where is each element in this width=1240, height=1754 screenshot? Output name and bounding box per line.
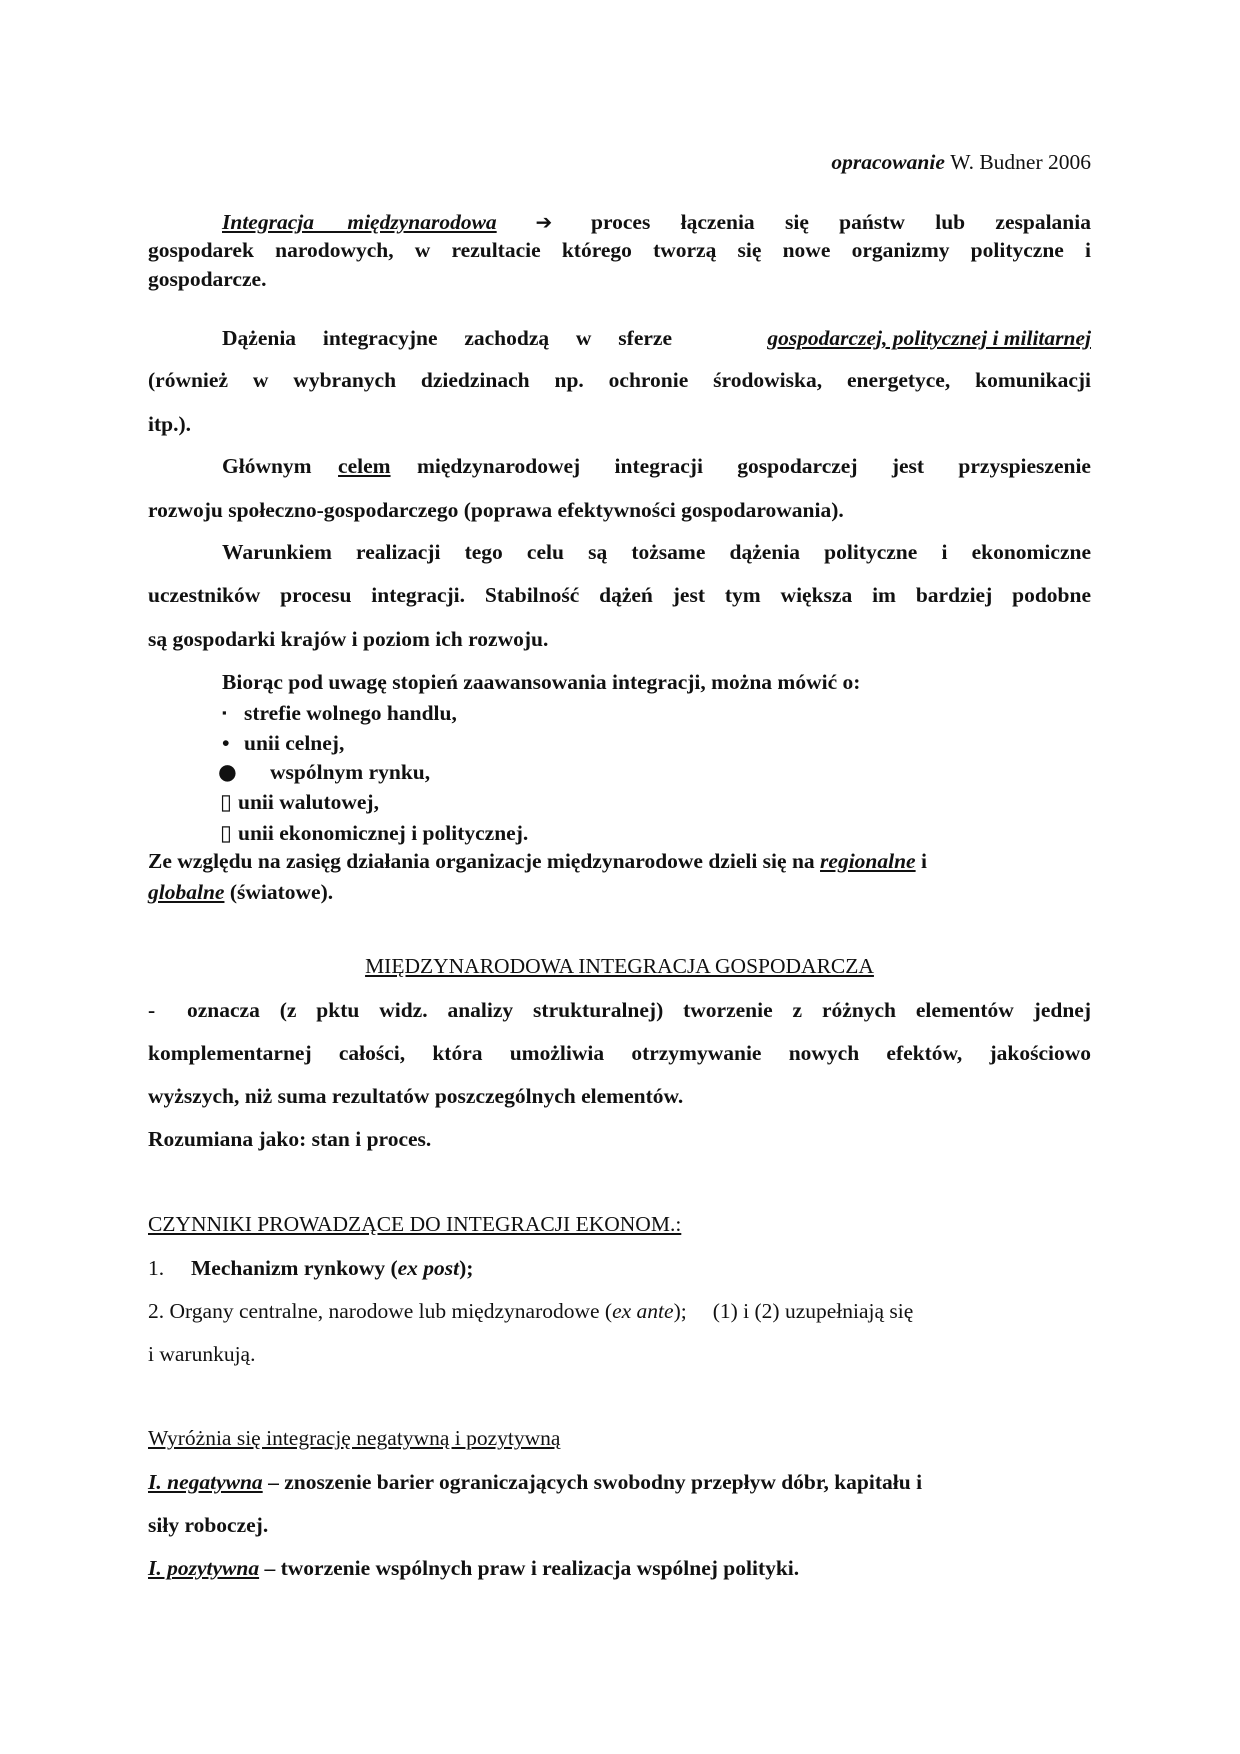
spheres-line-2: (również w wybranych dziedzinach np. ochronie środowiska, energetyce, komunikacji — [148, 368, 1091, 392]
list-item-end: ); — [673, 1299, 687, 1323]
section1-line-2: komplementarnej całości, która umożliwia otrzymywanie nowych efektów, jakościowo — [148, 1041, 1091, 1065]
list-item-text: strefie wolnego handlu, — [244, 701, 457, 725]
goal-line-1 — [222, 456, 1091, 478]
positive-label: I. pozytywna — [148, 1556, 260, 1580]
square-bullet-icon: ▪ — [222, 705, 227, 720]
list-item-text: unii ekonomicznej i politycznej. — [238, 821, 529, 845]
condition-line-1: Warunkiem realizacji tego celu są tożsame dążenia polityczne i ekonomiczne — [222, 540, 1091, 564]
condition-line-2: uczestników procesu integracji. Stabilność dążeń jest tym większa im bardziej podobne — [148, 583, 1091, 607]
definition-line-1 — [222, 212, 1091, 234]
list-item — [220, 792, 1163, 814]
goal-word: celem — [338, 454, 391, 478]
list-item-end: ); — [459, 1256, 474, 1280]
scope-line-1 — [148, 851, 1091, 873]
spheres-list: gospodarczej, politycznej i militarnej — [767, 326, 1091, 350]
scope-global: globalne — [148, 880, 225, 904]
list-item-text: unii walutowej, — [238, 790, 379, 814]
goal-post: międzynarodowej integracji gospodarczej jest przyspieszenie — [416, 454, 1091, 478]
list-item-text: wspólnym rynku, — [270, 760, 431, 784]
positive-text: – tworzenie wspólnych praw i realizacja wspólnej polityki. — [264, 1556, 800, 1580]
negative-text: – znoszenie barier ograniczających swobodny przepływ dóbr, kapitału i — [268, 1470, 923, 1494]
section-title-text: Wyróżnia się integrację negatywną i pozytywną — [148, 1426, 561, 1450]
spheres-line-3: itp.). — [148, 412, 191, 436]
section-title-text: CZYNNIKI PROWADZĄCE DO INTEGRACJI EKONOM.: — [148, 1212, 682, 1236]
levels-intro: Biorąc pod uwagę stopień zaawansowania integracji, można mówić o: — [222, 670, 861, 694]
positive-line — [148, 1558, 1091, 1580]
ex-ante-term: ex ante — [612, 1299, 674, 1323]
goal-line-2: rozwoju społeczno-gospodarczego (poprawa efektywności gospodarowania). — [148, 498, 844, 522]
list-item — [222, 703, 1165, 725]
section1-line-3: wyższych, niż suma rezultatów poszczególnych elementów. — [148, 1084, 684, 1108]
section1-line-1-text: oznacza (z pktu widz. analizy strukturalnej) tworzenie z różnych elementów jednej — [187, 998, 1091, 1022]
list-item — [218, 762, 1161, 784]
list-number: 1. — [148, 1256, 165, 1280]
spheres-line-1 — [222, 328, 1091, 350]
list-item-text: unii celnej, — [244, 731, 345, 755]
negative-line-1 — [148, 1472, 1091, 1494]
list-item — [220, 823, 1163, 845]
condition-line-3: są gospodarki krajów i poziom ich rozwoju. — [148, 627, 549, 651]
list-item-text: Mechanizm rynkowy ( — [191, 1256, 398, 1280]
section-title-text: MIĘDZYNARODOWA INTEGRACJA GOSPODARCZA — [365, 954, 874, 978]
box-bullet-icon: ▯ — [220, 790, 232, 815]
dash-marker: - — [148, 998, 156, 1022]
negative-label: I. negatywna — [148, 1470, 263, 1494]
scope-line-2 — [148, 882, 1091, 904]
scope-and: i — [920, 849, 927, 873]
goal-pre: Głównym — [222, 454, 312, 478]
definition-rest: proces łączenia się państw lub zespalania — [591, 210, 1091, 234]
section-title — [148, 1214, 1091, 1236]
list-item — [148, 1301, 1091, 1323]
definition-term: Integracja międzynarodowa — [222, 210, 497, 234]
circle-bullet-icon: ● — [218, 760, 237, 785]
document-header — [148, 152, 1091, 174]
ex-post-term: ex post — [397, 1256, 460, 1280]
list-item-text: 2. Organy centralne, narodowe lub międzynarodowe ( — [148, 1299, 613, 1323]
dot-bullet-icon: • — [222, 731, 230, 755]
arrow-right-icon: ➔ — [535, 210, 553, 234]
header-label: opracowanie — [831, 150, 945, 174]
box-bullet-icon: ▯ — [220, 821, 232, 846]
scope-post: (światowe). — [229, 880, 334, 904]
definition-line-2: gospodarek narodowych, w rezultacie którego tworzą się nowe organizmy polityczne i — [148, 238, 1091, 262]
complement-note: (1) i (2) uzupełniają się — [712, 1299, 914, 1323]
scope-regional: regionalne — [820, 849, 916, 873]
understood-line: Rozumiana jako: stan i proces. — [148, 1127, 432, 1151]
list-item — [148, 1258, 1091, 1280]
list-item — [222, 733, 1165, 755]
section-title — [148, 956, 1091, 978]
scope-pre: Ze względu na zasięg działania organizacje międzynarodowe dzieli się na — [148, 849, 815, 873]
section-title — [148, 1428, 1091, 1450]
definition-line-3: gospodarcze. — [148, 267, 267, 291]
negative-line-2: siły roboczej. — [148, 1513, 269, 1537]
list-item-continuation: i warunkują. — [148, 1342, 256, 1366]
spheres-intro: Dążenia integracyjne zachodzą w sferze — [222, 326, 672, 350]
header-author: W. Budner 2006 — [950, 150, 1091, 174]
section1-line-1 — [148, 1000, 1091, 1022]
